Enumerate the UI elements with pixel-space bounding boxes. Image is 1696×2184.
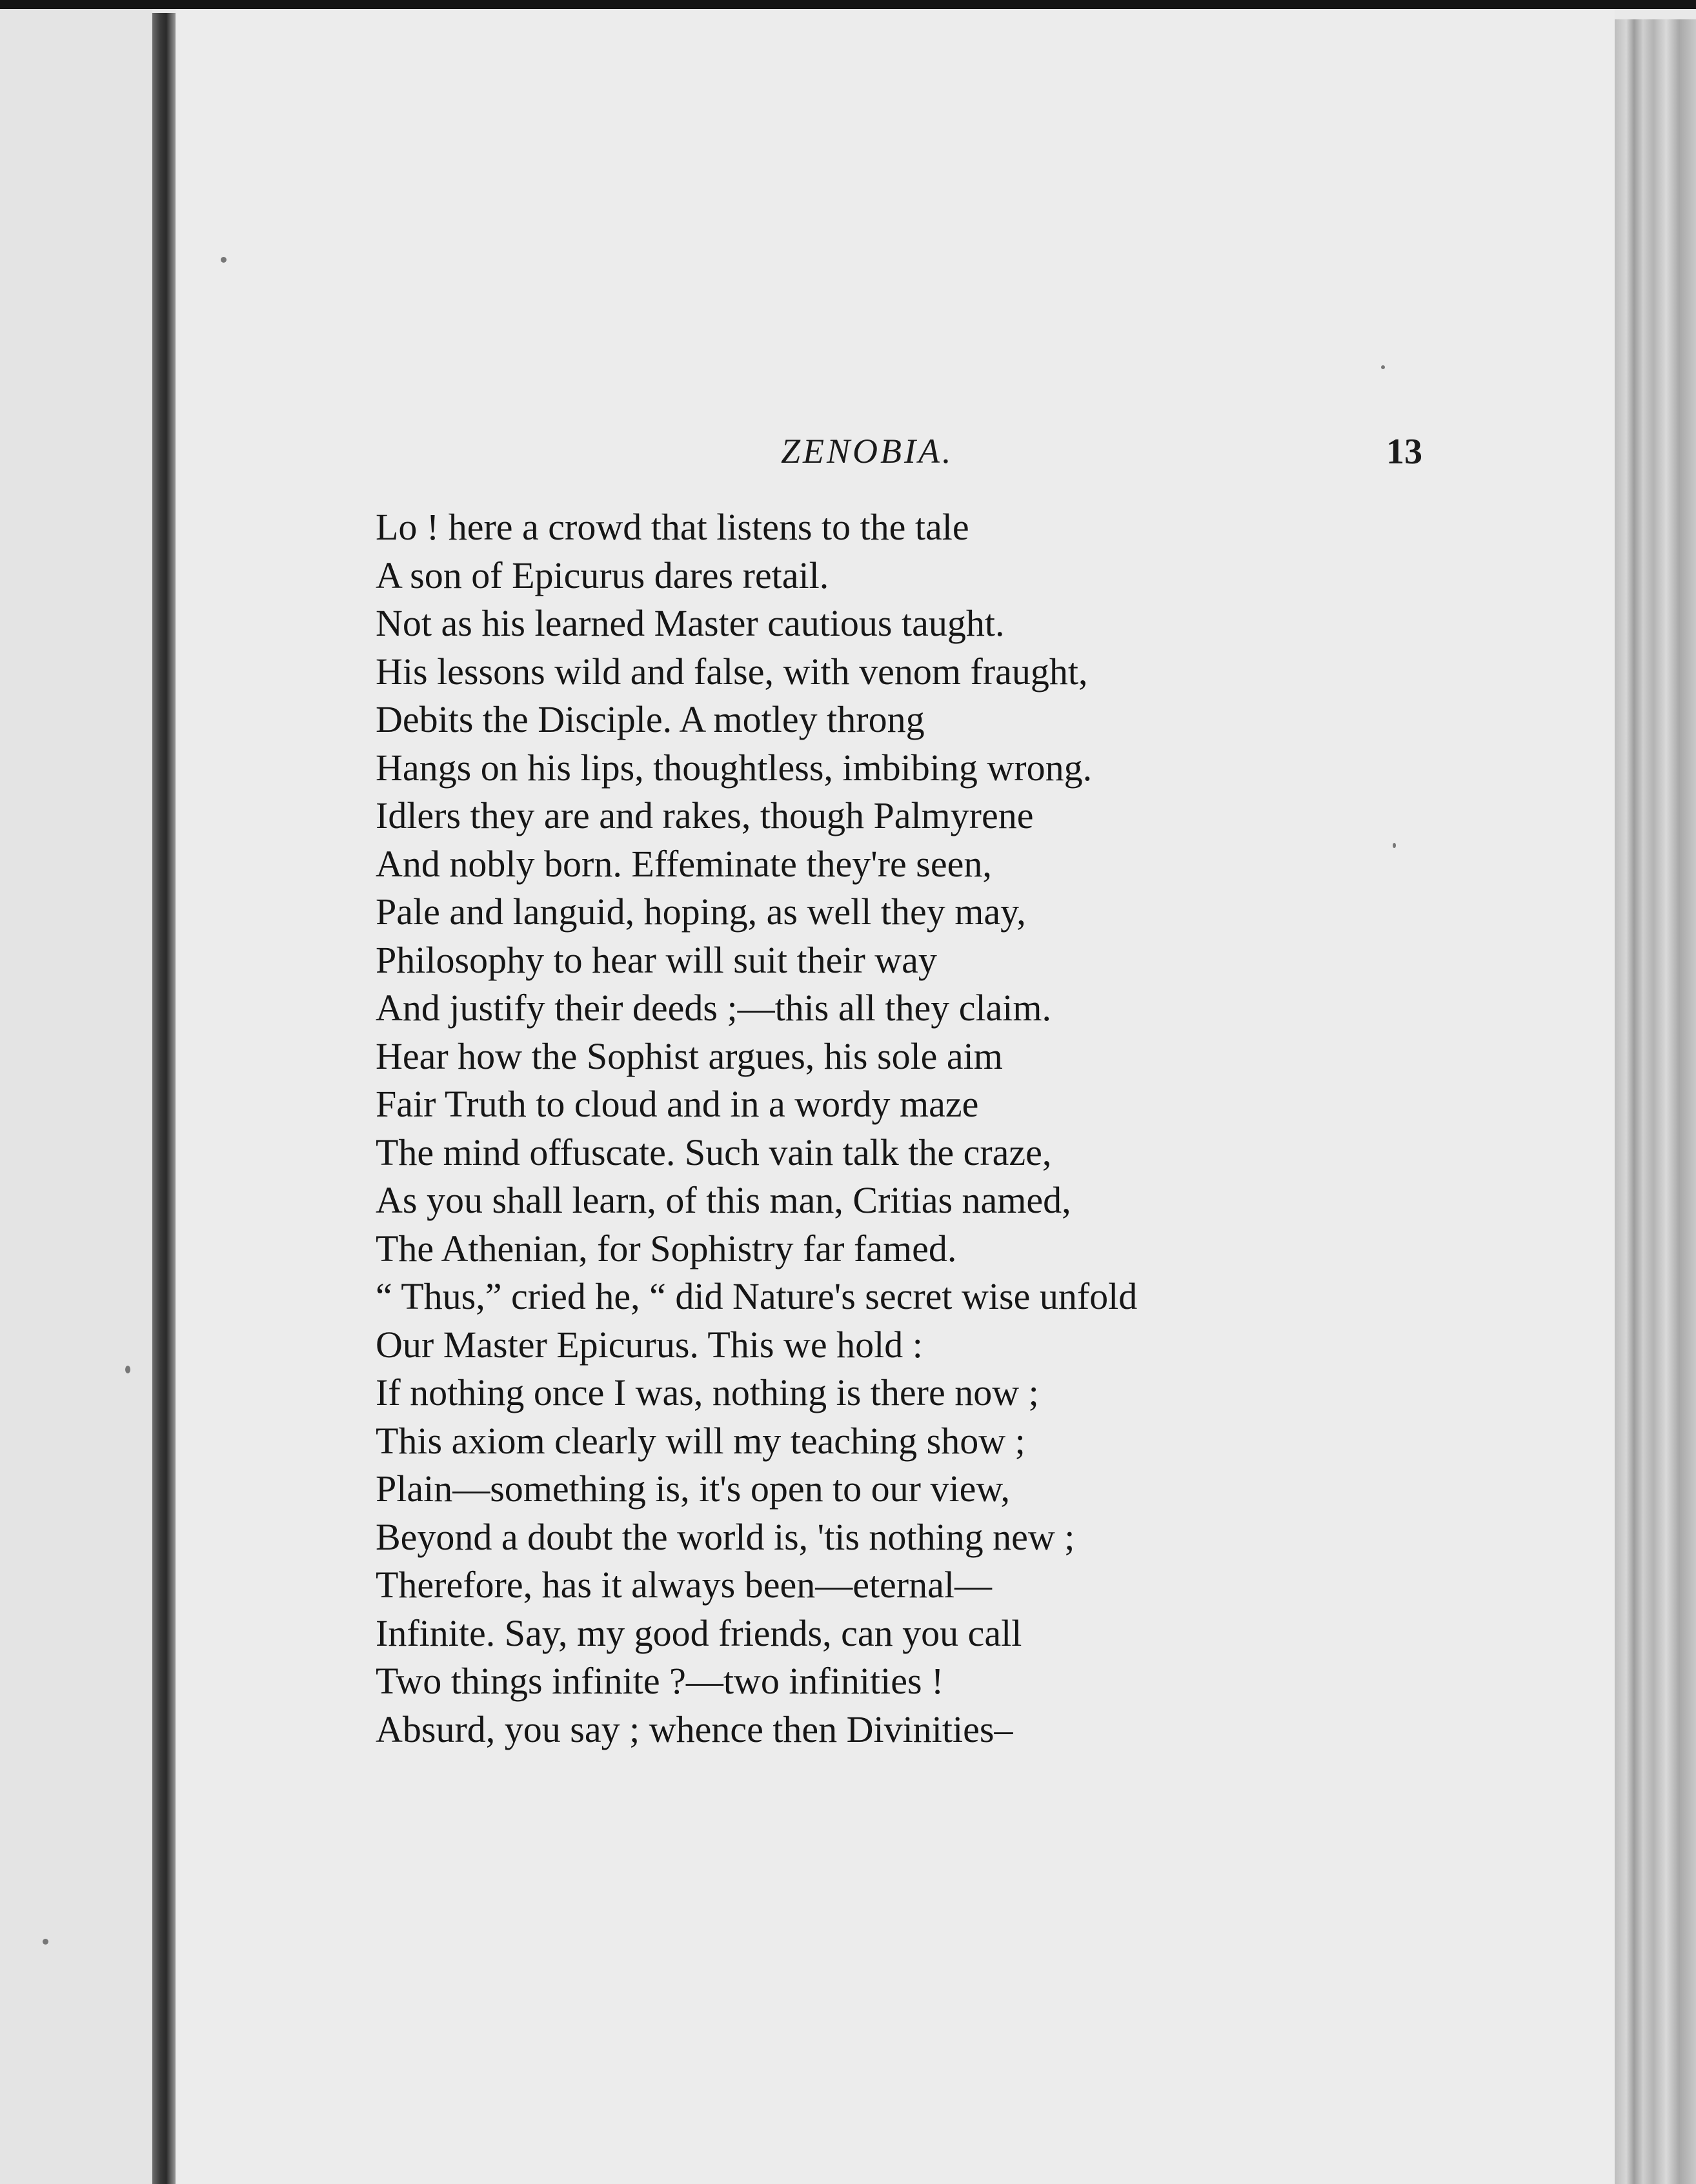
page-stack-edges <box>1615 19 1696 2184</box>
poem-line: “ Thus,” cried he, “ did Nature's secret wise unfold <box>376 1275 1138 1317</box>
poem-line: Lo ! here a crowd that listens to the tale <box>376 506 969 548</box>
scan-speck <box>43 1939 48 1945</box>
poem-line: Therefore, has it always been—eternal— <box>376 1564 992 1606</box>
poem-line: Hear how the Sophist argues, his sole aim <box>376 1035 1003 1077</box>
poem-line: Beyond a doubt the world is, 'tis nothing new ; <box>376 1515 1075 1558</box>
poem-text <box>376 503 1576 1754</box>
poem-line: Pale and languid, hoping, as well they may, <box>376 891 1026 933</box>
poem-line: His lessons wild and false, with venom fraught, <box>376 650 1088 693</box>
poem-line: Plain—something is, it's open to our view, <box>376 1468 1010 1510</box>
binding-gutter <box>152 13 176 2184</box>
film-border <box>0 0 1696 9</box>
poem-line: The mind offuscate. Such vain talk the craze, <box>376 1131 1052 1173</box>
scan-speck <box>125 1366 130 1373</box>
poem-line: Our Master Epicurus. This we hold : <box>376 1323 923 1366</box>
poem-line: Not as his learned Master cautious taught. <box>376 602 1005 644</box>
scan-speck <box>1393 843 1396 848</box>
scan-speck <box>1381 365 1385 369</box>
poem-line: Debits the Disciple. A motley throng <box>376 698 925 740</box>
running-head: ZENOBIA. <box>781 432 954 470</box>
poem-line: And justify their deeds ;—this all they claim. <box>376 987 1052 1029</box>
poem-line: A son of Epicurus dares retail. <box>376 554 829 596</box>
poem-line: Infinite. Say, my good friends, can you call <box>376 1612 1022 1654</box>
poem-line: Absurd, you say ; whence then Divinities– <box>376 1708 1013 1750</box>
scan-speck <box>221 257 227 263</box>
poem-line: Fair Truth to cloud and in a wordy maze <box>376 1083 979 1125</box>
facing-page-edge <box>0 9 152 2184</box>
poem-line: Philosophy to hear will suit their way <box>376 938 937 981</box>
poem-line: Hangs on his lips, thoughtless, imbibing wrong. <box>376 746 1093 789</box>
poem-line: Idlers they are and rakes, though Palmyrene <box>376 794 1034 836</box>
poem-line: Two things infinite ?—two infinities ! <box>376 1660 944 1702</box>
poem-line: If nothing once I was, nothing is there now ; <box>376 1371 1039 1413</box>
page-number: 13 <box>1386 432 1422 472</box>
poem-line: The Athenian, for Sophistry far famed. <box>376 1227 957 1269</box>
poem-line: As you shall learn, of this man, Critias named, <box>376 1179 1071 1221</box>
poem-line: And nobly born. Effeminate they're seen, <box>376 842 992 885</box>
poem-line: This axiom clearly will my teaching show ; <box>376 1419 1025 1462</box>
